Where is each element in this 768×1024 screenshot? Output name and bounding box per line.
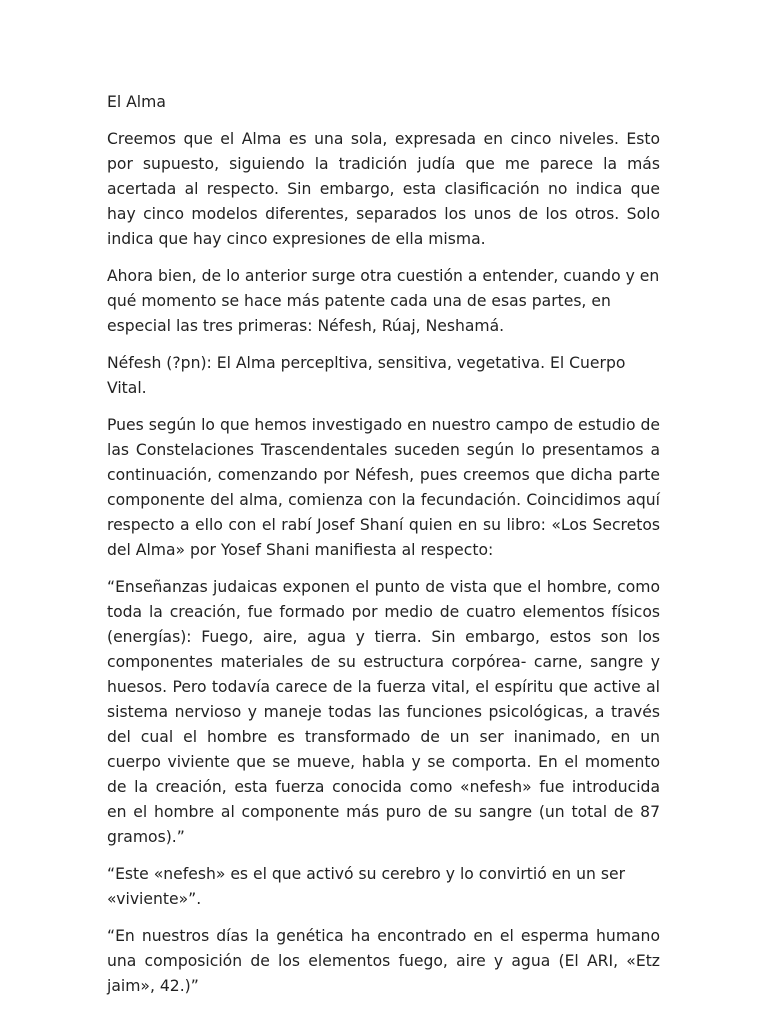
document-page — [107, 90, 660, 1011]
paragraph-quote-genetics: “En nuestros días la genética ha encontrado en el esperma humano una composición de los elementos fuego, aire y agua (El ARI, «Etz jaim», 42.)” — [107, 927, 660, 995]
paragraph-question: Ahora bien, de lo anterior surge otra cuestión a entender, cuando y en qué momento se hace más patente cada una de esas partes, en especial las tres primeras: Néfesh, Rúaj, Neshamá. — [107, 267, 660, 335]
paragraph-quote-teachings: “Enseñanzas judaicas exponen el punto de vista que el hombre, como toda la creación, fue formado por medio de cuatro elementos físicos (energías): Fuego, aire, agua y tierra. Sin embargo, estos son los componentes materiales de su estructura corpórea- carne, sangre y huesos. Pero todavía carece de la fuerza vital, el espíritu que active al sistema nervioso y maneje todas las funciones psicológicas, a través del cual el hombre es transformado de un ser inanimado, en un cuerpo viviente que se mueve, habla y se comporta. En el momento de la creación, esta fuerza conocida como «nefesh» fue introducida en el hombre al componente más puro de su sangre (un total de 87 gramos).” — [107, 578, 660, 846]
document-title: El Alma — [107, 93, 166, 111]
paragraph-quote-nefesh: “Este «nefesh» es el que activó su cerebro y lo convirtió en un ser «viviente»”. — [107, 865, 625, 908]
paragraph-intro: Creemos que el Alma es una sola, expresada en cinco niveles. Esto por supuesto, siguiendo la tradición judía que me parece la más acertada al respecto. Sin embargo, esta clasificación no indica que hay cinco modelos diferentes, separados los unos de los otros. Solo indica que hay cinco expresiones de ella misma. — [107, 130, 660, 248]
paragraph-constellations: Pues según lo que hemos investigado en nuestro campo de estudio de las Constelaciones Trascendentales suceden según lo presentamos a continuación, comenzando por Néfesh, pues creemos que dicha parte componente del alma, comienza con la fecundación. Coincidimos aquí respecto a ello con el rabí Josef Shaní quien en su libro: «Los Secretos del Alma» por Yosef Shani manifiesta al respecto: — [107, 416, 660, 559]
paragraph-nefesh-definition: Néfesh (?pn): El Alma percepltiva, sensitiva, vegetativa. El Cuerpo Vital. — [107, 354, 626, 397]
